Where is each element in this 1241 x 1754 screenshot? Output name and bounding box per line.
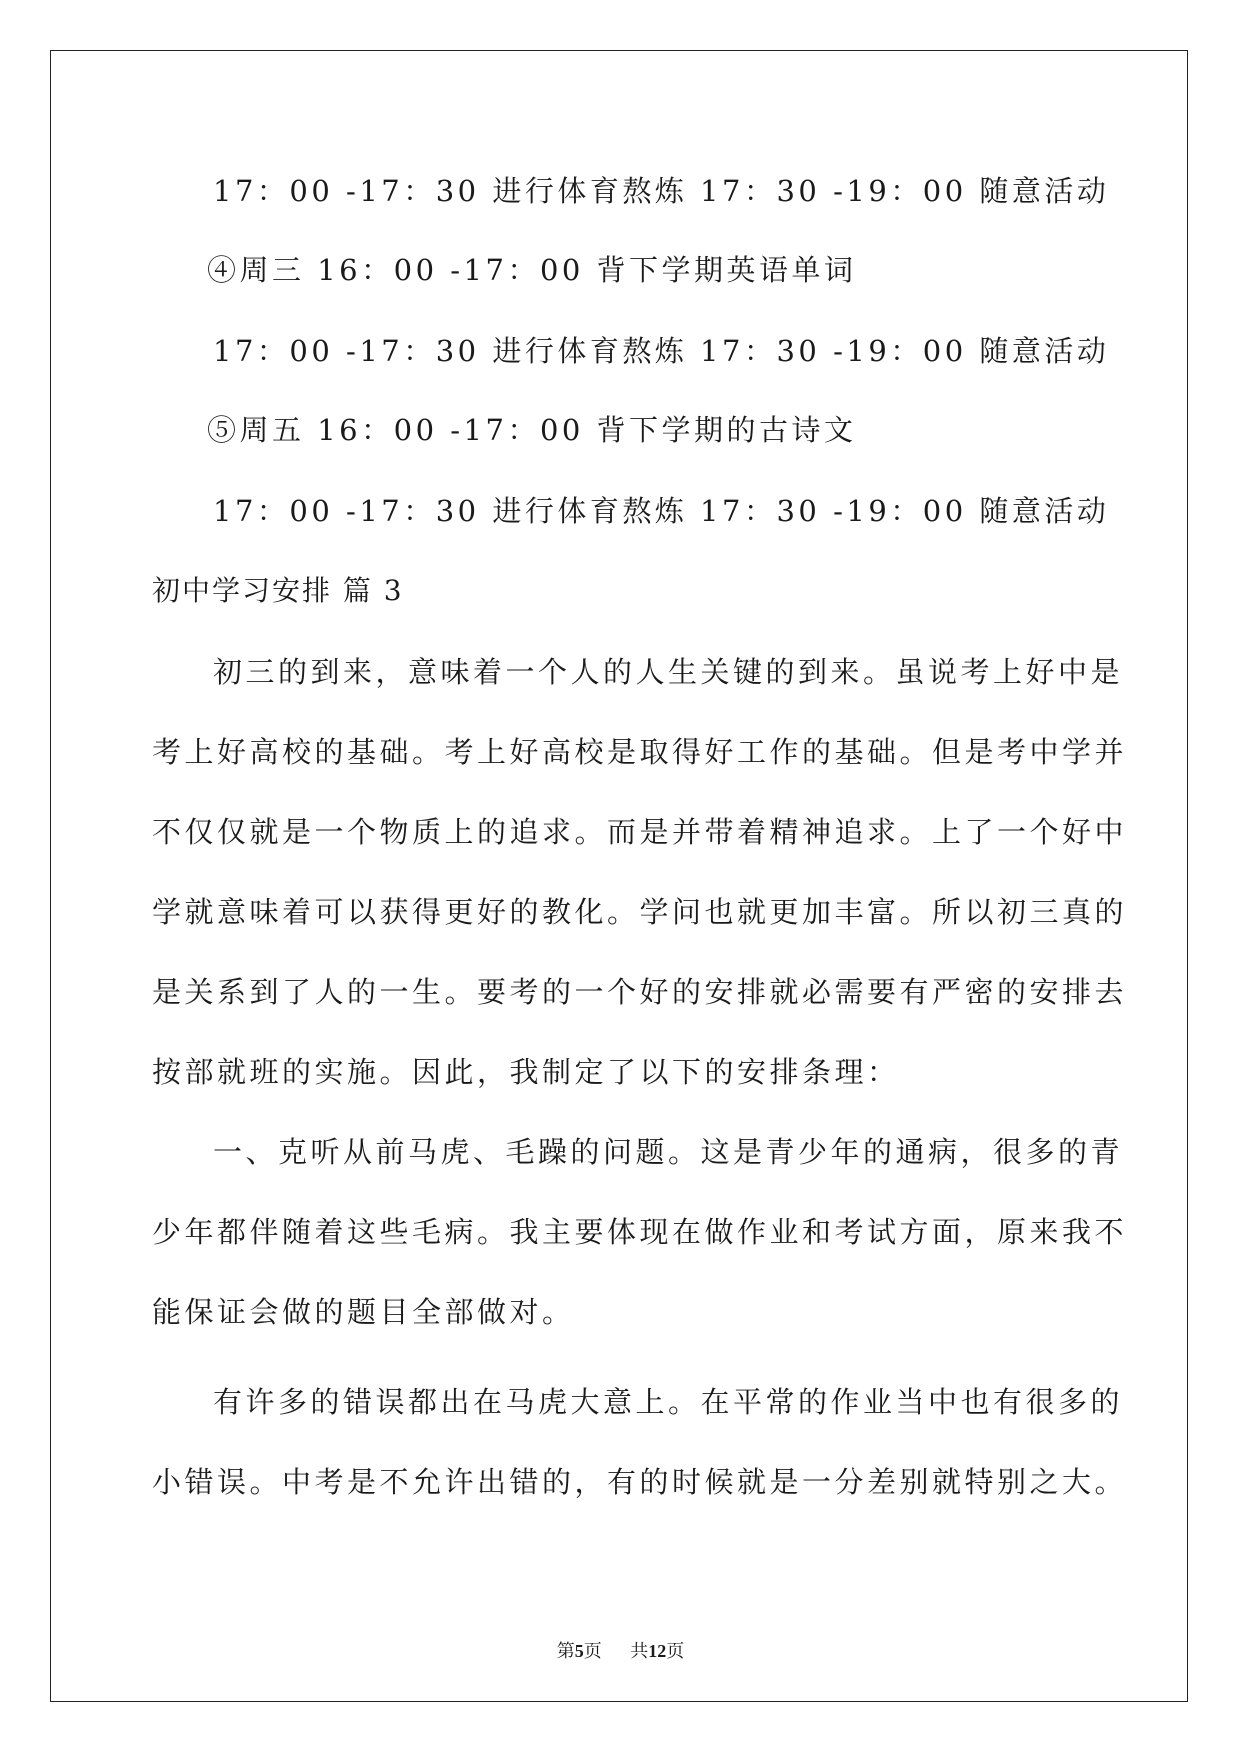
page-suffix: 页 bbox=[583, 1641, 602, 1662]
paragraph-line: 有许多的错误都出在马虎大意上。在平常的作业当中也有很多的 bbox=[213, 1385, 1124, 1419]
total-pages: 12 bbox=[648, 1641, 667, 1661]
total-suffix: 页 bbox=[666, 1641, 685, 1662]
paragraph-line: 按部就班的实施。因此，我制定了以下的安排条理： bbox=[152, 1055, 900, 1089]
total-prefix: 共 bbox=[630, 1641, 649, 1662]
paragraph-line: 初三的到来，意味着一个人的人生关键的到来。虽说考上好中是 bbox=[213, 655, 1124, 689]
schedule-line: 17：00 -17：30 进行体育熬炼 17：30 -19：00 随意活动 bbox=[213, 334, 1110, 368]
page-number: 5 bbox=[574, 1641, 584, 1661]
page-border bbox=[50, 50, 1188, 1702]
paragraph-line: 是关系到了人的一生。要考的一个好的安排就必需要有严密的安排去 bbox=[152, 975, 1128, 1009]
page-footer bbox=[0, 1640, 1241, 1663]
page-prefix: 第 bbox=[556, 1641, 575, 1662]
paragraph-line: 少年都伴随着这些毛病。我主要体现在做作业和考试方面，原来我不 bbox=[152, 1215, 1128, 1249]
paragraph-line: 考上好高校的基础。考上好高校是取得好工作的基础。但是考中学并 bbox=[152, 735, 1128, 769]
paragraph-line: 不仅仅就是一个物质上的追求。而是并带着精神追求。上了一个好中 bbox=[152, 815, 1128, 849]
paragraph-line: 学就意味着可以获得更好的教化。学问也就更加丰富。所以初三真的 bbox=[152, 895, 1128, 929]
schedule-line: ④周三 16：00 -17：00 背下学期英语单词 bbox=[207, 253, 857, 287]
paragraph-line: 小错误。中考是不允许出错的，有的时候就是一分差别就特别之大。 bbox=[152, 1465, 1128, 1499]
schedule-line: 17：00 -17：30 进行体育熬炼 17：30 -19：00 随意活动 bbox=[213, 494, 1110, 528]
schedule-line: 17：00 -17：30 进行体育熬炼 17：30 -19：00 随意活动 bbox=[213, 174, 1110, 208]
section-heading: 初中学习安排 篇 3 bbox=[152, 574, 404, 607]
schedule-line: ⑤周五 16：00 -17：00 背下学期的古诗文 bbox=[207, 413, 857, 447]
paragraph-line: 一、克听从前马虎、毛躁的问题。这是青少年的通病，很多的青 bbox=[213, 1135, 1124, 1169]
paragraph-line: 能保证会做的题目全部做对。 bbox=[152, 1295, 575, 1329]
